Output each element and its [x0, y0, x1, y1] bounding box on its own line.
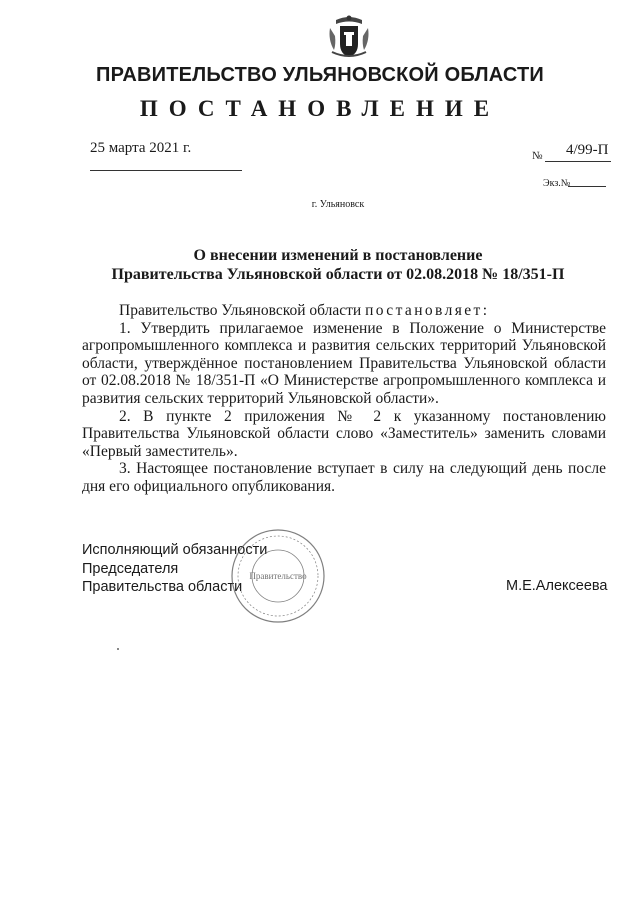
scan-speck	[117, 648, 119, 650]
intro-verb: постановляет:	[365, 302, 490, 319]
intro-prefix: Правительство Ульяновской области	[119, 302, 362, 319]
document-date: 25 марта 2021 г.	[90, 140, 192, 156]
document-body	[82, 302, 606, 496]
coat-of-arms-icon	[326, 14, 372, 60]
document-title	[0, 246, 640, 284]
date-underline	[90, 170, 242, 171]
signature-line-1: Исполняющий обязанности	[82, 542, 268, 558]
official-stamp-seal	[228, 526, 328, 626]
paragraph-3: 3. Настоящее постановление вступает в силу на следующий день после дня его официального опубликования.	[82, 460, 606, 495]
paragraph-2: 2. В пункте 2 приложения № 2 к указанному постановлению Правительства Ульяновской области слово «Заместитель» заменить словами «Первый заместитель».	[82, 407, 606, 460]
title-line-1: О внесении изменений в постановление	[193, 247, 483, 264]
copy-number-underline	[568, 186, 606, 187]
intro-paragraph	[82, 302, 606, 320]
title-line-2: Правительства Ульяновской области от 02.08.2018 № 18/351-П	[111, 266, 565, 283]
copy-number-label: Экз.№	[543, 178, 571, 189]
number-label: №	[532, 150, 543, 162]
document-type: ПОСТАНОВЛЕНИЕ	[139, 96, 501, 121]
signer-name: М.Е.Алексеева	[506, 578, 608, 594]
number-underline	[545, 161, 611, 162]
stamp-text: Правительство	[249, 571, 307, 581]
signature-line-2: Председателя	[82, 560, 179, 577]
paragraph-1: 1. Утвердить прилагаемое изменение в Положение о Министерстве агропромышленного комплекса и развития сельских территорий Ульяновской области, утверждённое постановлением Правительства Ульяновской области от 02.08.2018 № 18/351-П «О Министерстве агропромышленного комплекса и развития сельских территорий Ульяновской области».	[82, 319, 606, 407]
signature-line-3: Правительства области	[82, 579, 243, 595]
document-number: 4/99-П	[566, 142, 609, 158]
city: г. Ульяновск	[311, 199, 365, 210]
organization-name: ПРАВИТЕЛЬСТВО УЛЬЯНОВСКОЙ ОБЛАСТИ	[96, 64, 544, 86]
